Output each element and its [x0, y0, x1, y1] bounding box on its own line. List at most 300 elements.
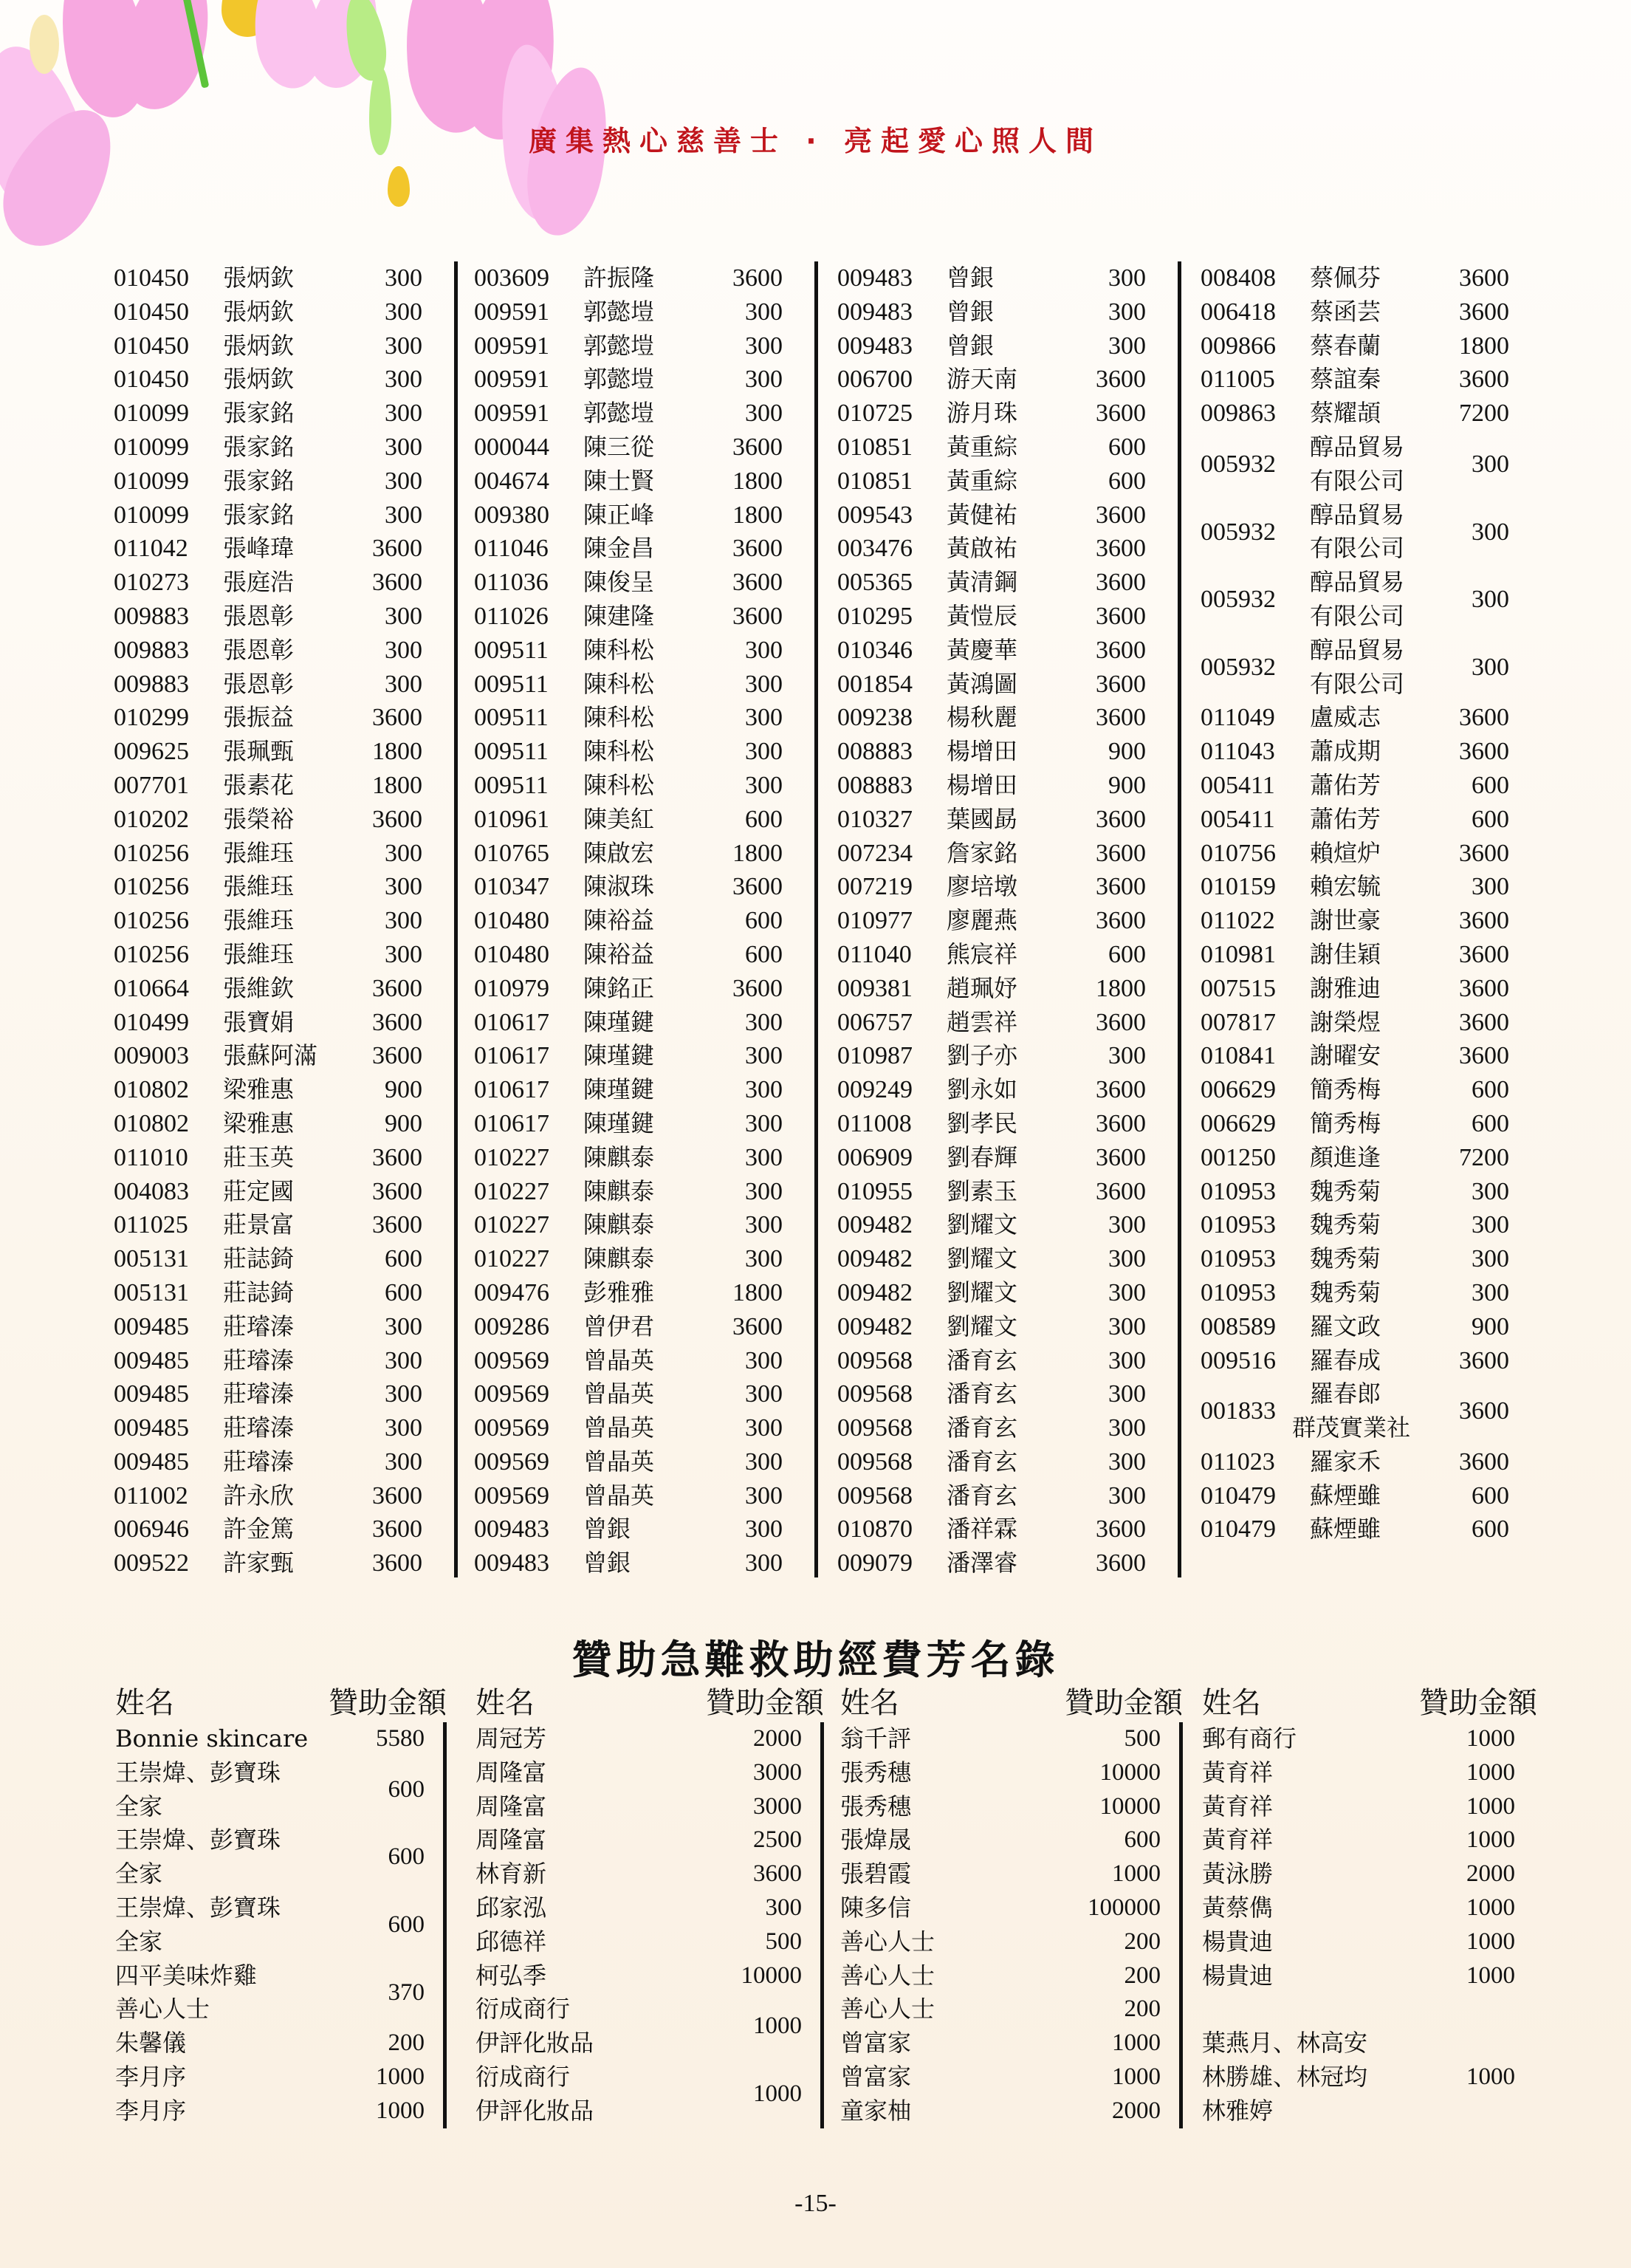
sponsor-amount: 1000: [1112, 2029, 1161, 2057]
donation-amount: 1800: [372, 771, 422, 799]
sponsor-amount: 200: [1124, 1995, 1161, 2023]
donor-id: 009568: [837, 1448, 913, 1476]
table-row: [464, 1925, 824, 1959]
donor-name: 劉孝民: [947, 1109, 1018, 1137]
donation-amount: 300: [1472, 1211, 1509, 1239]
donation-amount: 3600: [1459, 940, 1509, 968]
table-row: [464, 870, 818, 904]
table-row: [464, 668, 818, 702]
donor-id: 010159: [1201, 873, 1276, 901]
table-row: [1190, 499, 1545, 566]
donor-id: 009485: [114, 1346, 189, 1374]
donor-id: 009511: [474, 738, 549, 766]
donor-id: 009883: [114, 670, 189, 698]
table-row: [1190, 1073, 1545, 1107]
sponsor-amount: 1000: [1466, 1928, 1515, 1955]
table-row: [827, 1445, 1181, 1479]
donor-id: 010953: [1201, 1278, 1276, 1306]
donation-amount: 300: [745, 704, 783, 732]
donor-id: 009476: [474, 1278, 549, 1306]
donation-amount: 3600: [1096, 501, 1146, 529]
donor-name-line2: 群茂實業社: [1292, 1414, 1411, 1442]
sponsor-name: 張秀穗: [840, 1758, 912, 1786]
table-row: [103, 1546, 458, 1580]
table-row: [464, 972, 818, 1006]
flower-decoration: [30, 15, 59, 74]
sponsor-amount: 200: [388, 2029, 425, 2057]
sponsor-name: 黃育祥: [1202, 1792, 1274, 1820]
sponsor-name: 周隆富: [475, 1758, 547, 1786]
donor-id: 011022: [1201, 907, 1275, 935]
table-row: [827, 769, 1181, 803]
donation-amount: 300: [385, 670, 422, 698]
donor-name: 羅文政: [1310, 1312, 1381, 1340]
table-row: [1190, 1445, 1545, 1479]
relief-rows: [828, 1722, 1183, 2128]
donor-name: 潘育玄: [947, 1447, 1018, 1476]
tagline: 廣集熱心慈善士 · 亮起愛心照人間: [529, 125, 1102, 157]
donation-amount: 3600: [1459, 704, 1509, 732]
table-row: [1190, 431, 1545, 499]
donor-id: 010099: [114, 433, 189, 461]
sponsor-amount: 3000: [753, 1758, 802, 1786]
donor-id: 005131: [114, 1245, 189, 1273]
table-row: [827, 1512, 1181, 1546]
table-row: [103, 1722, 447, 1756]
donor-name: 張炳欽: [223, 331, 295, 360]
donor-name: 詹家銘: [947, 838, 1018, 867]
table-row: [464, 837, 818, 871]
donor-name: 莊璿溱: [223, 1414, 295, 1442]
sponsor-name: [115, 1756, 281, 1824]
donation-amount: 300: [745, 1346, 783, 1374]
donation-amount: 300: [385, 501, 422, 529]
donor-id: 009522: [114, 1549, 189, 1577]
donor-name: 廖麗燕: [947, 906, 1018, 935]
donor-id: 009485: [114, 1380, 189, 1408]
table-row: [1190, 2094, 1537, 2128]
donor-column-4: [1190, 261, 1545, 1546]
table-row: [1190, 295, 1545, 329]
donor-name: 魏秀菊: [1310, 1244, 1381, 1273]
donor-name: 黃重綜: [947, 432, 1018, 461]
sponsor-name: 曾富家: [840, 2029, 912, 2058]
donor-name: 張維欽: [223, 973, 295, 1002]
donor-name: 張家銘: [223, 432, 295, 461]
table-row: [1190, 1344, 1545, 1378]
donation-amount: 3600: [1096, 1076, 1146, 1104]
donor-id: 010450: [114, 366, 189, 394]
donor-id: 010099: [114, 467, 189, 495]
donation-amount: 300: [1108, 1312, 1146, 1340]
donor-name: 郭懿塏: [583, 331, 655, 360]
donor-name: 張素花: [223, 770, 295, 799]
donor-name: 黃慶華: [947, 635, 1018, 664]
donation-amount: 300: [745, 636, 783, 664]
donation-amount: 300: [745, 1211, 783, 1239]
donation-amount: 300: [745, 366, 783, 394]
donation-amount: 3600: [1096, 704, 1146, 732]
table-row: [103, 499, 458, 532]
donor-name: 張維珏: [223, 872, 295, 901]
sponsor-name: 林勝雄、林冠均: [1202, 2062, 1368, 2091]
table-row: [1190, 701, 1545, 735]
donor-id: 010480: [474, 940, 549, 968]
donor-name: 陳麒泰: [583, 1142, 655, 1171]
donor-id: 009568: [837, 1414, 913, 1442]
donor-name: 黃鴻圖: [947, 669, 1018, 698]
sponsor-amount: 500: [1124, 1725, 1161, 1752]
donation-amount: 300: [745, 332, 783, 360]
donor-name: 陳科松: [583, 703, 655, 732]
donor-id: 010981: [1201, 940, 1276, 968]
sponsor-name: 善心人士: [840, 1961, 935, 1990]
donor-name: 張恩彰: [223, 635, 295, 664]
donor-id: 001833: [1201, 1397, 1276, 1425]
table-row: [1190, 1107, 1545, 1141]
donor-id: 010227: [474, 1177, 549, 1205]
table-row: [464, 2060, 824, 2128]
donation-amount: 600: [745, 907, 783, 935]
sponsor-name: 邱德祥: [475, 1927, 547, 1956]
table-row: [103, 1208, 458, 1242]
donation-amount: 3600: [1096, 1549, 1146, 1577]
donor-name: 羅家禾: [1310, 1447, 1381, 1476]
sponsor-amount: 5580: [376, 1725, 425, 1752]
donor-id: 009485: [114, 1312, 189, 1340]
table-row: [827, 1377, 1181, 1411]
donor-name: [1310, 634, 1404, 702]
table-row: [103, 904, 458, 938]
table-row: [464, 1790, 824, 1824]
table-row: [103, 938, 458, 972]
page-number: -15-: [794, 2190, 837, 2217]
donor-id: 009003: [114, 1042, 189, 1070]
sponsor-name: 張煒晟: [840, 1826, 912, 1854]
column-header: [103, 1684, 447, 1722]
donation-amount: 3600: [372, 1515, 422, 1544]
donation-amount: 600: [385, 1245, 422, 1273]
table-row: [464, 1993, 824, 2060]
donor-name: 陳麒泰: [583, 1210, 655, 1239]
donor-name: 黃啟祐: [947, 534, 1018, 563]
donor-id: 005411: [1201, 771, 1275, 799]
table-row: [464, 397, 818, 431]
table-row: [827, 1141, 1181, 1175]
donation-amount: 3600: [732, 535, 783, 563]
header-amount: 贊助金額: [1419, 1686, 1537, 1720]
donor-name: 郭懿塏: [583, 399, 655, 428]
donor-id: 005932: [1201, 653, 1276, 681]
donation-amount: 300: [1108, 1481, 1146, 1510]
donation-amount: 300: [1108, 1042, 1146, 1070]
table-row: [1190, 1512, 1545, 1546]
table-row: [464, 1479, 818, 1513]
donor-name: 陳瑾鍵: [583, 1041, 655, 1070]
donor-id: 003609: [474, 264, 549, 292]
donor-name: 曾晶英: [583, 1380, 655, 1408]
donation-amount: 3600: [372, 569, 422, 597]
donor-id: 008408: [1201, 264, 1276, 292]
donation-amount: 3600: [1096, 535, 1146, 563]
donation-amount: 3600: [372, 1008, 422, 1036]
table-row: [103, 1756, 447, 1824]
sponsor-amount: 2000: [1112, 2097, 1161, 2124]
donor-id: 008883: [837, 738, 913, 766]
donor-name: 張炳欽: [223, 264, 295, 292]
donor-id: 010450: [114, 332, 189, 360]
donation-amount: 300: [1108, 298, 1146, 326]
table-row: [827, 1107, 1181, 1141]
table-row: [103, 870, 458, 904]
sponsor-name-line1: 王崇煒、彭寶珠: [115, 1893, 281, 1922]
donor-name: 陳裕益: [583, 939, 655, 968]
donor-name: 張蘇阿滿: [223, 1041, 318, 1070]
donor-column-1: [103, 261, 458, 1580]
table-row: [827, 1411, 1181, 1445]
sponsor-name: 曾富家: [840, 2062, 912, 2091]
table-row: [827, 837, 1181, 871]
donor-name: 梁雅惠: [223, 1075, 295, 1104]
donor-id: 010299: [114, 704, 189, 732]
sponsor-amount: 1000: [1112, 1860, 1161, 1888]
sponsor-amount: 370: [388, 1978, 425, 2006]
donor-name: 蕭佑芳: [1310, 804, 1381, 833]
donor-name: 潘育玄: [947, 1481, 1018, 1510]
table-row: [464, 1823, 824, 1857]
donor-name-line1: 醇品貿易: [1310, 432, 1405, 461]
table-row: [103, 1039, 458, 1073]
donation-amount: 3600: [372, 974, 422, 1002]
donor-name: 張庭浩: [223, 568, 295, 597]
donor-name: 謝雅迪: [1310, 973, 1381, 1002]
donor-id: 009483: [837, 332, 913, 360]
table-row: [103, 701, 458, 735]
donor-id: 009591: [474, 298, 549, 326]
header-amount: 贊助金額: [329, 1686, 447, 1720]
donor-name: 羅春成: [1310, 1346, 1381, 1374]
sponsor-name-line2: 伊評化妝品: [475, 2096, 594, 2125]
sponsor-name: 楊貴迪: [1202, 1927, 1274, 1956]
donor-id: 006757: [837, 1008, 913, 1036]
table-row: [103, 1411, 458, 1445]
table-row: [103, 1242, 458, 1276]
donor-id: 009079: [837, 1549, 913, 1577]
donation-amount: 3600: [732, 1312, 783, 1340]
donor-table: [0, 261, 1631, 1583]
donor-id: 005932: [1201, 518, 1276, 546]
donor-name: 陳科松: [583, 635, 655, 664]
table-row: [464, 1344, 818, 1378]
donor-name: 劉永如: [947, 1075, 1018, 1104]
table-row: [828, 1925, 1183, 1959]
donor-id: 010227: [474, 1245, 549, 1273]
sponsor-name: [115, 1891, 281, 1959]
table-row: [827, 904, 1181, 938]
sponsor-amount: 200: [1124, 1962, 1161, 1989]
donation-amount: 900: [385, 1109, 422, 1137]
donation-amount: 3600: [372, 1143, 422, 1171]
donor-name: 蕭佑芳: [1310, 770, 1381, 799]
donation-amount: 300: [385, 1414, 422, 1442]
donor-id: 010256: [114, 839, 189, 867]
donation-amount: 300: [385, 907, 422, 935]
donation-amount: 300: [745, 1448, 783, 1476]
donor-id: 011002: [114, 1481, 188, 1510]
donor-name: 陳科松: [583, 770, 655, 799]
donor-name: 潘育玄: [947, 1346, 1018, 1374]
sponsor-name: 黃育祥: [1202, 1826, 1274, 1854]
donor-id: 005932: [1201, 450, 1276, 478]
sponsor-amount: 100000: [1088, 1894, 1161, 1921]
donation-amount: 3600: [372, 704, 422, 732]
donor-name: 張榮裕: [223, 804, 295, 833]
table-row: [464, 532, 818, 566]
donor-id: 009863: [1201, 400, 1276, 428]
sponsor-amount: 2500: [753, 1826, 802, 1854]
donation-amount: 3600: [1096, 1515, 1146, 1544]
donation-amount: 300: [745, 298, 783, 326]
donor-name: 曾銀: [947, 331, 995, 360]
sponsor-name: 黃育祥: [1202, 1758, 1274, 1786]
table-row: [827, 1039, 1181, 1073]
donor-id: 010953: [1201, 1211, 1276, 1239]
donation-amount: 600: [1108, 467, 1146, 495]
donation-amount: 3600: [1096, 1109, 1146, 1137]
table-row: [103, 2060, 447, 2094]
table-row: [827, 1479, 1181, 1513]
table-row: [464, 1175, 818, 1209]
donor-id: 010802: [114, 1076, 189, 1104]
table-row: [1190, 1377, 1545, 1445]
sponsor-name: [475, 1993, 594, 2060]
donation-amount: 600: [1472, 771, 1509, 799]
header-name: 姓名: [840, 1686, 899, 1720]
table-row: [103, 363, 458, 397]
donor-id: 009591: [474, 400, 549, 428]
donation-amount: 300: [385, 839, 422, 867]
table-row: [464, 634, 818, 668]
donation-amount: 3600: [1459, 1346, 1509, 1374]
donation-amount: 300: [1108, 1448, 1146, 1476]
donation-amount: 3600: [372, 535, 422, 563]
table-row: [464, 735, 818, 769]
sponsor-name: 翁千評: [840, 1724, 912, 1753]
table-row: [103, 397, 458, 431]
donor-id: 010617: [474, 1109, 549, 1137]
relief-section-title: 贊助急難救助經費芳名錄: [571, 1637, 1060, 1683]
donor-id: 006629: [1201, 1109, 1276, 1137]
donation-amount: 300: [1472, 1278, 1509, 1306]
donation-amount: 1800: [732, 501, 783, 529]
donor-name: 陳科松: [583, 737, 655, 766]
sponsor-name: 邱家泓: [475, 1893, 547, 1922]
donation-amount: 3600: [372, 805, 422, 833]
donor-id: 010802: [114, 1109, 189, 1137]
donation-amount: 3600: [1459, 907, 1509, 935]
donor-name: 盧威志: [1310, 703, 1381, 732]
sponsor-amount: 1000: [1466, 1758, 1515, 1786]
table-row: [827, 1276, 1181, 1310]
table-row: [828, 1891, 1183, 1925]
donor-name: [1310, 431, 1404, 499]
table-row: [827, 1073, 1181, 1107]
donor-id: 009625: [114, 738, 189, 766]
table-row: [827, 499, 1181, 532]
table-row: [464, 261, 818, 295]
donation-amount: 300: [1472, 1177, 1509, 1205]
table-row: [827, 1208, 1181, 1242]
table-row: [464, 1857, 824, 1891]
donor-name: 簡秀梅: [1310, 1109, 1381, 1137]
table-row: [1190, 1756, 1537, 1790]
table-row: [1190, 972, 1545, 1006]
table-row: [828, 1959, 1183, 1993]
donor-id: 009381: [837, 974, 913, 1002]
donor-name: 張維珏: [223, 939, 295, 968]
header-name: 姓名: [115, 1686, 174, 1720]
donor-name: 張家銘: [223, 500, 295, 529]
donation-amount: 3600: [1459, 264, 1509, 292]
donor-name: 陳瑾鍵: [583, 1109, 655, 1137]
relief-column-1: [103, 1684, 447, 2128]
donor-name: 莊璿溱: [223, 1312, 295, 1340]
table-row: [103, 600, 458, 634]
donor-id: 009883: [114, 602, 189, 630]
donation-amount: 300: [1108, 1380, 1146, 1408]
sponsor-name: 朱馨儀: [115, 2029, 187, 2058]
sponsor-name: 陳多信: [840, 1893, 912, 1922]
table-row: [103, 329, 458, 363]
donor-name: 張維珏: [223, 838, 295, 867]
donor-name: 郭懿塏: [583, 365, 655, 394]
table-row: [103, 1276, 458, 1310]
donation-amount: 3600: [1459, 738, 1509, 766]
sponsor-amount: 10000: [741, 1962, 802, 1989]
donor-id: 005365: [837, 569, 913, 597]
table-row: [828, 2060, 1183, 2094]
donor-id: 003476: [837, 535, 913, 563]
donation-amount: 300: [745, 400, 783, 428]
table-row: [103, 566, 458, 600]
donation-amount: 3600: [732, 974, 783, 1002]
donor-name-line1: 醇品貿易: [1310, 568, 1405, 597]
donor-id: 009568: [837, 1346, 913, 1374]
table-row: [464, 904, 818, 938]
sponsor-name-line1: 衍成商行: [475, 1995, 571, 2024]
table-row: [1190, 1208, 1545, 1242]
table-row: [464, 1006, 818, 1040]
sponsor-amount: 1000: [1466, 1725, 1515, 1752]
donor-name: 潘澤睿: [947, 1549, 1018, 1577]
donor-name: 劉耀文: [947, 1278, 1018, 1306]
donor-name: 曾晶英: [583, 1414, 655, 1442]
table-row: [1190, 938, 1545, 972]
donor-column-3: [827, 261, 1181, 1580]
donation-amount: 300: [1108, 1278, 1146, 1306]
donor-id: 010227: [474, 1211, 549, 1239]
donation-amount: 300: [385, 602, 422, 630]
table-row: [827, 1242, 1181, 1276]
table-row: [1190, 1823, 1537, 1857]
donor-id: 009569: [474, 1414, 549, 1442]
donor-id: 010327: [837, 805, 913, 833]
donation-amount: 3600: [1096, 873, 1146, 901]
donation-amount: 600: [745, 940, 783, 968]
donation-amount: 900: [385, 1076, 422, 1104]
donation-amount: 600: [1472, 1481, 1509, 1510]
donor-name: 賴煊炉: [1310, 838, 1381, 867]
